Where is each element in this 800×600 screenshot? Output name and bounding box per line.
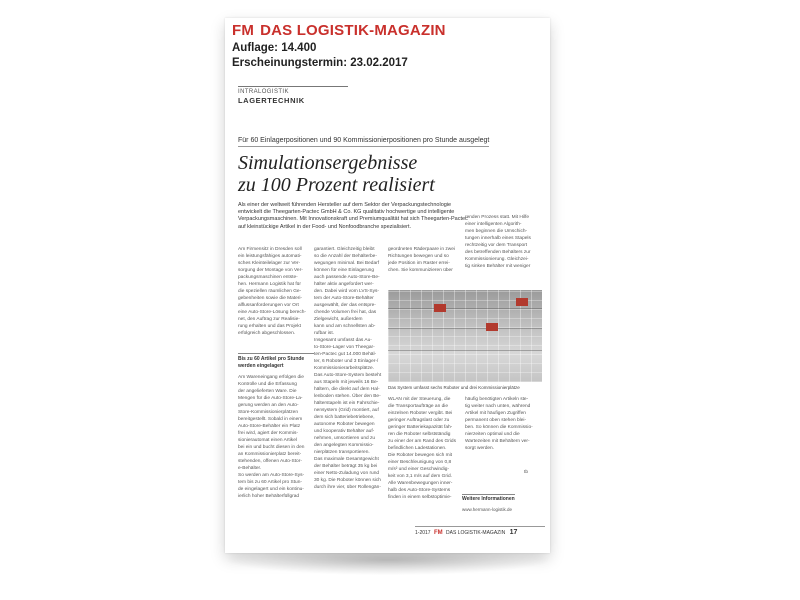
- text-line: durch ihre vier, über Rollengän-: [314, 485, 381, 490]
- text-line: ter, 6 Roboter und 3 Einlager-/: [314, 359, 379, 364]
- headline-line-2: zu 100 Prozent realisiert: [238, 174, 435, 196]
- magazine-name: DAS LOGISTIK-MAGAZIN: [260, 22, 446, 39]
- text-line: zu einer der am Rand des Grids: [388, 439, 456, 444]
- text-line: an Kommissionierplatz bereit-: [238, 452, 302, 457]
- text-line: renden Prozess statt. Mit Hilfe: [465, 215, 529, 220]
- text-line: stehenden, offenen Auto-Stor-: [238, 459, 302, 464]
- text-line: jede Position im Raster errei-: [388, 261, 450, 266]
- text-line: sorgung der Montage von Ver-: [238, 268, 303, 273]
- text-line: hälter aktiv angefordert wer-: [314, 282, 374, 287]
- text-line: hälterstapeln ist ein Fahrschie-: [314, 401, 380, 406]
- info-box-link[interactable]: www.hermann-logistik.de: [462, 507, 513, 512]
- text-line: Kommissionierarbeitsplätze.: [314, 366, 374, 371]
- text-line: befindlichen Ladestationen.: [388, 446, 447, 451]
- column-1-top: [238, 246, 314, 346]
- text-line: sorgt werden.: [465, 446, 495, 451]
- text-line: Artikel mit häufigen Zugriffen: [465, 411, 526, 416]
- text-line: tig sinken Behälter mit weniger: [465, 264, 531, 269]
- column-2: [314, 246, 388, 506]
- text-line: sches Kleinteilelager zur Ver-: [238, 261, 301, 266]
- column-3-top: [388, 246, 462, 276]
- text-line: erfolgreich abgeschlossen.: [238, 331, 296, 336]
- publication-info: [232, 22, 482, 69]
- text-line: der angelieferten Ware. Die: [238, 389, 297, 394]
- text-line: Kontrolle und die Erfassung: [238, 382, 297, 387]
- article-headline: [238, 152, 538, 196]
- column-4-top: [465, 214, 543, 274]
- article-subhead: Bis zu 60 Artikel pro Stunde werden eingelagert: [238, 353, 314, 369]
- text-line: hen. Hermann Logistik hat für: [238, 282, 301, 287]
- text-line: finden in einem selbstoptimie-: [388, 495, 452, 500]
- text-line: und kooperativ Behälter auf-: [314, 429, 375, 434]
- text-line: den. Dabei wird vom LVS-Sys-: [314, 289, 379, 294]
- page-number: 17: [509, 529, 518, 536]
- text-line: Store-Kommissionierplätzen: [238, 410, 298, 415]
- text-line: Zielgewicht, außerdem: [314, 317, 363, 322]
- publication-date: Erscheinungstermin: 23.02.2017: [232, 57, 408, 69]
- text-line: Am Firmensitz in Dresden soll: [238, 247, 302, 252]
- text-line: 30 kg. Die Roboter können sich: [314, 478, 381, 483]
- text-line: ten-Pactec gut 14.000 Behäl-: [314, 352, 377, 357]
- text-line: sionierautomat einen Artikel: [238, 438, 297, 443]
- text-line: de eingelagert und ein kontinu-: [238, 487, 304, 492]
- text-line: kann und am schnellsten ab-: [314, 324, 376, 329]
- text-line: eine Auto-Store-Lösung berech-: [238, 310, 306, 315]
- text-line: nierzeiten optimal und die: [465, 432, 520, 437]
- text-line: WLAN mit der Steuerung, die: [388, 397, 451, 402]
- text-line: rufbar ist.: [314, 331, 334, 336]
- text-line: tem der Auto-Store-Behälter: [314, 296, 374, 301]
- rubric-title: LAGERTECHNIK: [238, 96, 305, 105]
- text-line: keit von 3,1 m/s auf dem Grid.: [388, 474, 452, 479]
- article-kicker: Für 60 Einlagerpositionen und 90 Kommissionierpositionen pro Stunde ausgelegt: [238, 137, 489, 147]
- text-line: Wartezeiten mit Behältern ver-: [465, 439, 530, 444]
- text-line: wegungen minimal. Bei Bedarf: [314, 261, 380, 266]
- warehouse-photo: [388, 290, 542, 382]
- text-line: alflussanforderungen vor Ort: [238, 303, 299, 308]
- text-line: rung erhalten und das Projekt: [238, 324, 301, 329]
- text-line: geordneten Räderpaare in zwei: [388, 247, 455, 252]
- text-line: bei ein und bucht diesen in den: [238, 445, 305, 450]
- text-line: ein leistungsfähiges automati-: [238, 254, 302, 259]
- text-line: chende Volumen frei hat, das: [314, 310, 377, 315]
- text-line: So werden am Auto-Store-Sys-: [238, 473, 305, 478]
- text-line: einzelnen Roboter vergibt. Bei: [388, 411, 453, 416]
- magazine-title: [232, 22, 482, 39]
- text-line: Die Roboter bewegen sich mit: [388, 453, 452, 458]
- text-line: nierplätzen transportieren.: [314, 450, 370, 455]
- text-line: packungsmaschinen entste-: [238, 275, 298, 280]
- text-line: ierlich hoher Behälterfüllgrad: [238, 494, 300, 499]
- text-line: to-Store-Lager von Theegar-: [314, 345, 375, 350]
- author-sign: tb: [524, 470, 529, 475]
- column-4-bottom: [465, 396, 543, 456]
- text-line: Auto-Store-Behälter ein Platz: [238, 424, 301, 429]
- text-line: hältern, die direkt auf dem Hal-: [314, 387, 380, 392]
- text-line: tungen innerhalb eines Stapels: [465, 236, 531, 241]
- footer-issue: 1-2017: [415, 530, 431, 536]
- text-line: net, den Auftrag zur Realisie-: [238, 317, 300, 322]
- text-line: ren die Roboter selbstständig: [388, 432, 451, 437]
- text-line: die speziellen räumlichen Ge-: [238, 289, 302, 294]
- text-line: tig weiter nach unten, während: [465, 404, 531, 409]
- text-line: des betreffenden Behälters zur: [465, 250, 531, 255]
- text-line: chen. Sie kommunizieren über: [388, 268, 453, 273]
- text-line: häufig benötigten Artikeln ste-: [465, 397, 529, 402]
- page-footer: [415, 526, 545, 536]
- text-line: gerung werden an den Auto-: [238, 403, 299, 408]
- column-3-bottom: [388, 396, 462, 511]
- text-line: autonome Roboter bewegen: [314, 422, 375, 427]
- text-line: Am Wareneingang erfolgen die: [238, 375, 304, 380]
- text-line: der Behälter beträgt 35 kg bei: [314, 464, 378, 469]
- text-line: einer Netto-Zuladung von rund: [314, 471, 380, 476]
- text-line: bereitgestellt. Sobald in einem: [238, 417, 303, 422]
- text-line: so die Anzahl der Behälterbe-: [314, 254, 377, 259]
- text-line: e-Behälter.: [238, 466, 262, 471]
- text-line: nensystem (Grid) montiert, auf: [314, 408, 379, 413]
- text-line: geringer Batteriekapazität fah-: [388, 425, 453, 430]
- text-line: Kommissionierung. Gleichzei-: [465, 257, 529, 262]
- text-line: dem sich batteriebetriebene,: [314, 415, 375, 420]
- fm-logo-text: FM: [232, 22, 255, 39]
- text-line: Mengen für die Auto-Store-La-: [238, 396, 303, 401]
- info-box-title: Weitere Informationen: [462, 496, 515, 502]
- text-line: rechtzeitig vor dem Transport: [465, 243, 528, 248]
- text-line: aus Stapeln mit jeweils 16 Be-: [314, 380, 379, 385]
- text-line: Alle Warenbewegungen inner-: [388, 481, 453, 486]
- text-line: lenboden stehen. Über den Be-: [314, 394, 381, 399]
- text-line: ausgewählt, der das entspre-: [314, 303, 376, 308]
- rubric-category: INTRALOGISTIK: [238, 86, 348, 95]
- text-line: Das Auto-Store-System besteht: [314, 373, 382, 378]
- section-rubric: [238, 86, 538, 105]
- circulation: Auflage: 14.400: [232, 42, 317, 54]
- text-line: Das maximale Gesamtgewicht: [314, 457, 379, 462]
- text-line: garantiert. Gleichzeitig bleibt: [314, 247, 375, 252]
- text-line: können für eine Einlagerung: [314, 268, 375, 273]
- text-line: einer intelligenten Algorith-: [465, 222, 522, 227]
- article-lead: Als einer der weltweit führenden Hersteller auf dem Sektor der Verpackungstechnologie entwickelt die Theegarten-Pactec GmbH & Co. KG qualitativ hochwertige und intelligente Verpackungsmaschinen. Mit Innovationskraft und Premiumqualität hat sich Theegarten-Pactec auf kleinstückige Artikel in der Food- und Nonfoodbranche spezialisiert.: [238, 202, 468, 230]
- footer-fm-logo: FM: [433, 530, 443, 536]
- text-line: halb des Auto-Store-Systems: [388, 488, 451, 493]
- text-line: einer Beschleunigung von 0,8: [388, 460, 452, 465]
- text-line: nehmen, umsortieren und zu: [314, 436, 376, 441]
- text-line: Richtungen bewegen und so: [388, 254, 449, 259]
- footer-magazine: DAS LOGISTIK-MAGAZIN: [446, 530, 506, 536]
- text-line: permanent oben stehen blei-: [465, 418, 527, 423]
- text-line: auch passende Auto-Store-Be-: [314, 275, 380, 280]
- text-line: Insgesamt umfasst das Au-: [314, 338, 372, 343]
- text-line: m/s² und einer Geschwindig-: [388, 467, 450, 472]
- text-line: den angelegten Kommissio-: [314, 443, 374, 448]
- text-line: men beginnen die Umschich-: [465, 229, 528, 234]
- text-line: frei wird, agiert der Kommis-: [238, 431, 298, 436]
- text-line: die Transportaufträge an die: [388, 404, 449, 409]
- headline-line-1: Simulationsergebnisse: [238, 152, 418, 174]
- text-line: tem bis zu 60 Artikel pro Stun-: [238, 480, 302, 485]
- column-1-bottom: [238, 374, 314, 504]
- text-line: gebenheiten sowie die Materi-: [238, 296, 302, 301]
- text-line: ben. So können die Kommissio-: [465, 425, 533, 430]
- text-line: geringer Auftragslast oder zu: [388, 418, 450, 423]
- photo-caption: Das System umfasst sechs Roboter und drei Kommissionierplätze: [388, 385, 520, 390]
